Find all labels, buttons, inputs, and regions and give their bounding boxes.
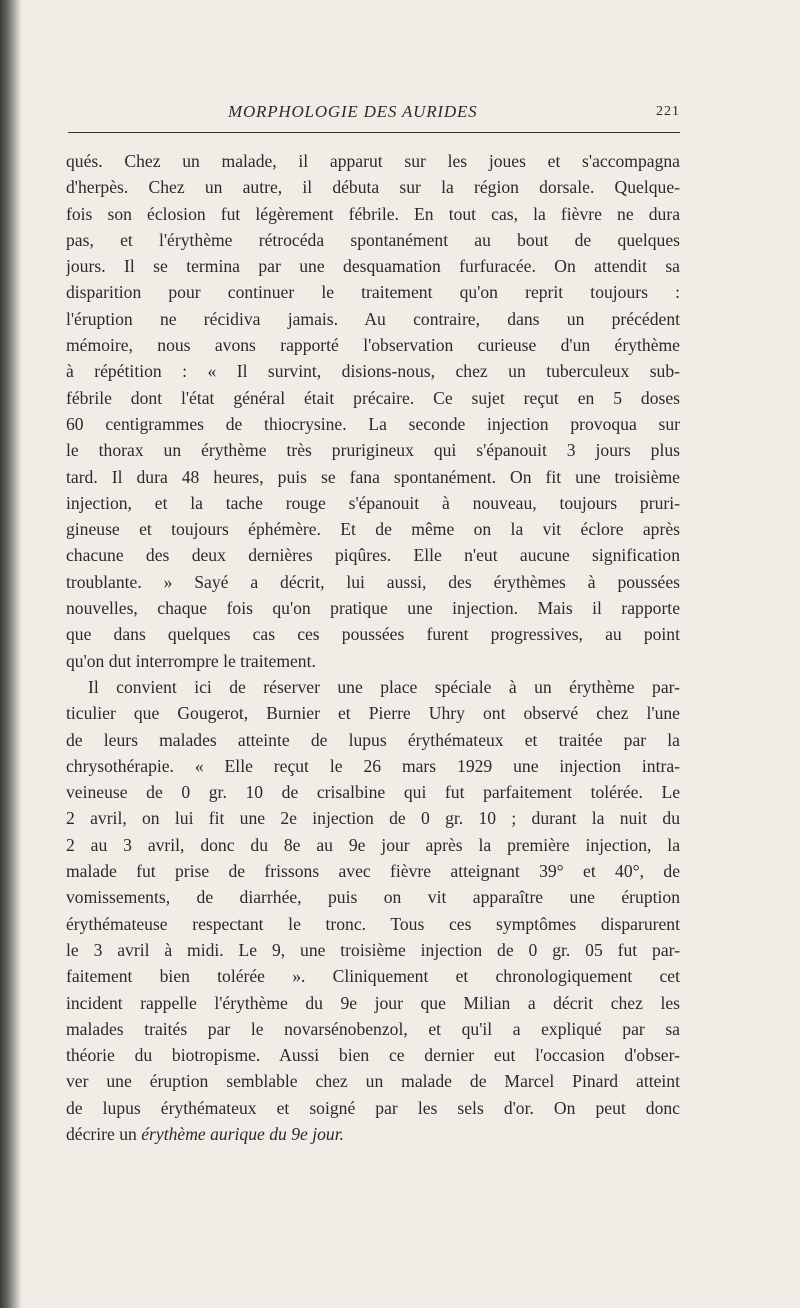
text-line: d'herpès. Chez un autre, il débuta sur la région dorsale. Quelque- [66, 177, 680, 198]
text-line: fois son éclosion fut légèrement fébrile. En tout cas, la fièvre ne dura [66, 203, 680, 224]
text-line: malades traités par le novarsénobenzol, et qu'il a expliqué par sa [66, 1018, 680, 1039]
paragraph-end-line: qu'on dut interrompre le traitement. [66, 650, 316, 671]
final-line-prefix: décrire un [66, 1123, 137, 1144]
page-number: 221 [656, 104, 680, 119]
text-line: incident rappelle l'érythème du 9e jour que Milian a décrit chez les [66, 992, 680, 1013]
text-line: qués. Chez un malade, il apparut sur les joues et s'accompagna [66, 151, 680, 171]
page-binding-shadow [0, 0, 22, 1308]
final-line [66, 1121, 680, 1147]
text-line: 2 au 3 avril, donc du 8e au 9e jour après la première injection, la [66, 834, 680, 855]
text-line: troublante. » Sayé a décrit, lui aussi, des érythèmes à poussées [66, 571, 680, 592]
paragraph-start-line: Il convient ici de réserver une place spéciale à un érythème par- [88, 676, 680, 697]
text-line: 60 centigrammes de thiocrysine. La seconde injection provoqua sur [66, 413, 680, 434]
text-line: érythémateuse respectant le tronc. Tous ces symptômes disparurent [66, 913, 680, 934]
text-line: que dans quelques cas ces poussées furent progressives, au point [66, 624, 680, 645]
text-line: tard. Il dura 48 heures, puis se fana spontanément. On fit une troisième [66, 466, 680, 487]
body-text [66, 148, 680, 1147]
running-title: MORPHOLOGIE DES AURIDES [228, 102, 478, 121]
text-line: le 3 avril à midi. Le 9, une troisième injection de 0 gr. 05 fut par- [66, 939, 680, 960]
text-line: injection, et la tache rouge s'épanouit à nouveau, toujours pruri- [66, 492, 680, 513]
text-line: mémoire, nous avons rapporté l'observation curieuse d'un érythème [66, 335, 680, 356]
text-line: gineuse et toujours éphémère. Et de même on la vit éclore après [66, 519, 680, 540]
text-line: nouvelles, chaque fois qu'on pratique une injection. Mais il rapporte [66, 598, 680, 619]
text-line: ticulier que Gougerot, Burnier et Pierre Uhry ont observé chez l'une [66, 703, 680, 724]
text-line: disparition pour continuer le traitement qu'on reprit toujours : [66, 282, 680, 303]
text-line: ver une éruption semblable chez un malade de Marcel Pinard atteint [66, 1071, 680, 1092]
text-line: fébrile dont l'état général était précaire. Ce sujet reçut en 5 doses [66, 387, 680, 408]
page-header [68, 98, 680, 124]
header-rule [68, 132, 680, 133]
text-line: faitement bien tolérée ». Cliniquement et chronologiquement cet [66, 966, 680, 987]
text-line: à répétition : « Il survint, disions-nous, chez un tuberculeux sub- [66, 361, 680, 382]
text-line: chrysothérapie. « Elle reçut le 26 mars 1929 une injection intra- [66, 755, 680, 776]
text-line: 2 avril, on lui fit une 2e injection de 0 gr. 10 ; durant la nuit du [66, 808, 680, 829]
text-line: le thorax un érythème très prurigineux qui s'épanouit 3 jours plus [66, 440, 680, 461]
text-line: chacune des deux dernières piqûres. Elle n'eut aucune signification [66, 545, 680, 566]
text-line: théorie du biotropisme. Aussi bien ce dernier eut l'occasion d'obser- [66, 1045, 680, 1066]
text-line: pas, et l'érythème rétrocéda spontanément au bout de quelques [66, 229, 680, 250]
text-line: veineuse de 0 gr. 10 de crisalbine qui fut parfaitement tolérée. Le [66, 782, 680, 803]
text-line: l'éruption ne récidiva jamais. Au contraire, dans un précédent [66, 308, 680, 329]
text-line: vomissements, de diarrhée, puis on vit apparaître une éruption [66, 887, 680, 908]
text-line: de leurs malades atteinte de lupus érythémateux et traitée par la [66, 729, 680, 750]
text-line: jours. Il se termina par une desquamation furfuracée. On attendit sa [66, 256, 680, 277]
text-line: de lupus érythémateux et soigné par les sels d'or. On peut donc [66, 1097, 680, 1118]
final-line-italic: érythème aurique du 9e jour. [141, 1123, 345, 1144]
text-line: malade fut prise de frissons avec fièvre atteignant 39° et 40°, de [66, 861, 680, 882]
